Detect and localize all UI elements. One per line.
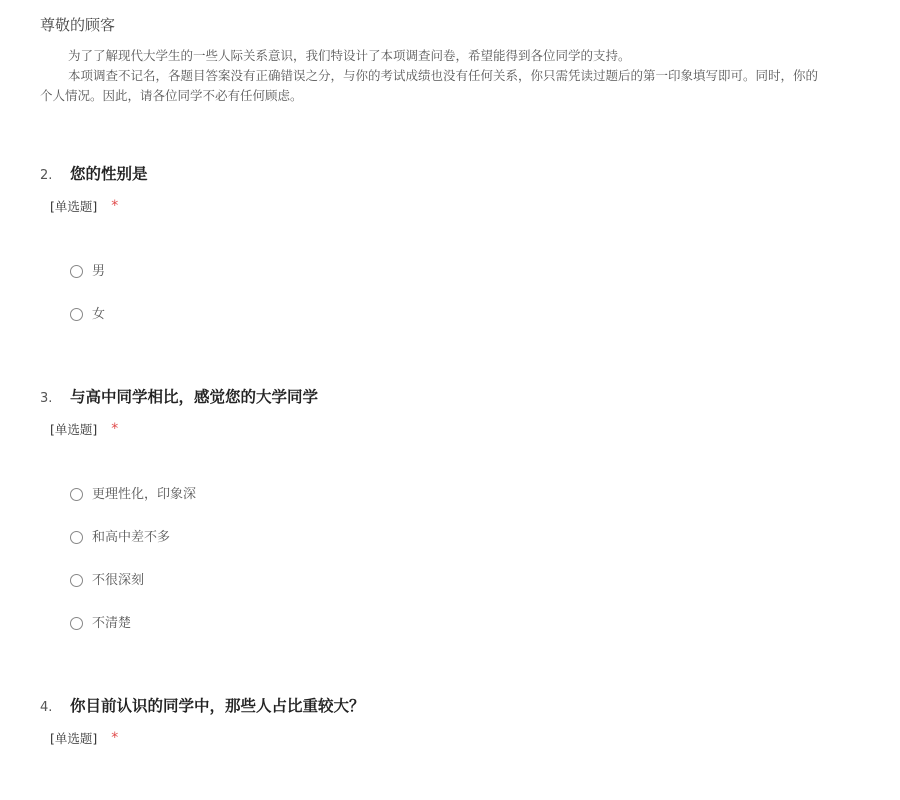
radio-button[interactable] [70,617,83,630]
required-mark: * [111,421,119,437]
question-type-label: [单选题] [50,199,98,214]
radio-button[interactable] [70,265,83,278]
option-list [70,487,900,659]
option-label: 不清楚 [92,616,132,631]
question-4 [40,694,900,748]
question-header [40,694,900,718]
intro-paragraph-2-line-2: 个人情况。因此，请各位同学不必有任何顾虑。 [40,88,303,103]
radio-button[interactable] [70,574,83,587]
radio-button[interactable] [70,488,83,501]
question-type-label: [单选题] [50,422,98,437]
question-title: 与高中同学相比，感觉您的大学同学 [70,387,319,406]
question-header [40,385,900,409]
question-3 [40,385,900,659]
greeting: 尊敬的顾客 [40,16,116,34]
option-2[interactable] [70,530,900,573]
option-female[interactable] [70,307,900,350]
question-type-label: [单选题] [50,731,98,746]
option-label: 男 [92,264,106,279]
question-title: 你目前认识的同学中，那些人占比重较大？ [70,696,365,715]
intro-paragraph-2-line-1: 本项调查不记名，各题目答案没有正确错误之分，与你的考试成绩也没有任何关系，你只需凭读过题后的第一印象填写即可。同时，你的 [68,68,819,83]
option-label: 和高中差不多 [92,530,171,545]
question-type [50,419,900,439]
question-number: 2. [40,168,53,183]
option-label: 更理性化，印象深 [92,487,197,502]
option-label: 不很深刻 [92,573,145,588]
option-1[interactable] [70,487,900,530]
survey-intro [40,14,900,106]
option-male[interactable] [70,264,900,307]
option-label: 女 [92,307,106,322]
question-type [50,728,900,748]
question-type [50,196,900,216]
intro-paragraph-1: 为了了解现代大学生的一些人际关系意识，我们特设计了本项调查问卷，希望能得到各位同学的支持。 [68,48,631,63]
option-3[interactable] [70,573,900,616]
radio-button[interactable] [70,531,83,544]
option-list [70,264,900,350]
question-number: 4. [40,700,53,715]
option-4[interactable] [70,616,900,659]
question-title: 您的性别是 [70,164,148,183]
radio-button[interactable] [70,308,83,321]
question-2 [40,162,900,350]
question-header [40,162,900,186]
required-mark: * [111,730,119,746]
required-mark: * [111,198,119,214]
question-number: 3. [40,391,53,406]
